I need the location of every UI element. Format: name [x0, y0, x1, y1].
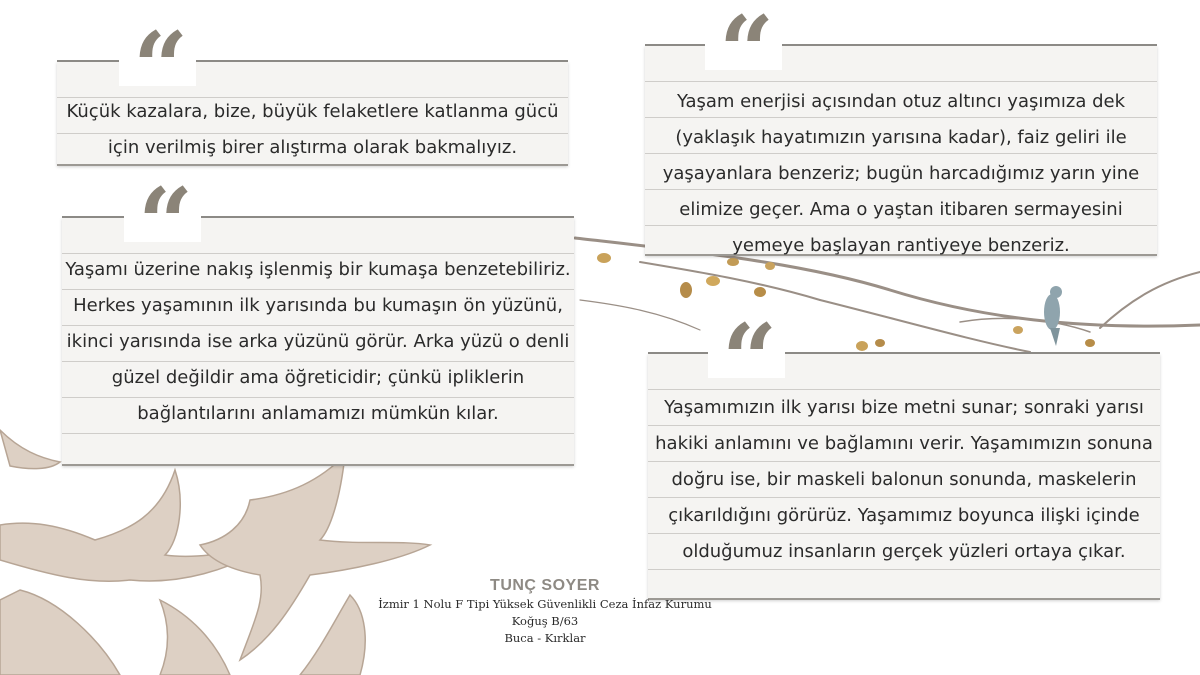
signature-block	[360, 576, 730, 647]
quote-card-2	[62, 182, 574, 466]
quote-card-1	[57, 26, 568, 166]
double-quote-icon: “	[708, 318, 785, 378]
location: Buca - Kırklar	[504, 631, 586, 645]
ward: Koğuş B/63	[511, 614, 579, 628]
double-quote-icon: “	[124, 182, 201, 242]
quote-text-2: Yaşamı üzerine nakış işlenmiş bir kumaşa benzetebiliriz. Herkes yaşamının ilk yarısında bu kumaşın ön yüzünü, ikinci yarısında ise arka yüzünü görür. Arka yüzü o denli güzel değildir ama öğreticidir; çünkü ipliklerin bağlantılarını anlamamızı mümkün kılar.	[65, 259, 571, 424]
quote-text-1: Küçük kazalara, bize, büyük felaketlere katlanma gücü için verilmiş birer alıştırma olarak bakmalıyız.	[66, 101, 559, 158]
author-name: TUNÇ SOYER	[490, 577, 600, 594]
double-quote-icon: “	[119, 26, 196, 86]
double-quote-icon: “	[705, 10, 782, 70]
institution: İzmir 1 Nolu F Tipi Yüksek Güvenlikli Ceza İnfaz Kurumu	[378, 597, 712, 611]
quote-text-3: Yaşam enerjisi açısından otuz altıncı yaşımıza dek (yaklaşık hayatımızın yarısına kadar), faiz geliri ile yaşayanlara benzeriz; bugün harcadığımız yarın yine elimize geçer. Ama o yaştan itibaren sermayesini yemeye başlayan rantiyeye benzeriz.	[662, 91, 1140, 256]
quote-card-4	[648, 318, 1160, 600]
bird	[1044, 286, 1062, 346]
quote-text-4: Yaşamımızın ilk yarısı bize metni sunar; sonraki yarısı hakiki anlamını ve bağlamını verir. Yaşamımızın sonuna doğru ise, bir maskeli balonun sonunda, maskelerin çıkarıldığını görürüz. Yaşamımız boyunca ilişki içinde olduğumuz insanların gerçek yüzleri ortaya çıkar.	[655, 397, 1153, 562]
quote-card-3	[645, 10, 1157, 256]
